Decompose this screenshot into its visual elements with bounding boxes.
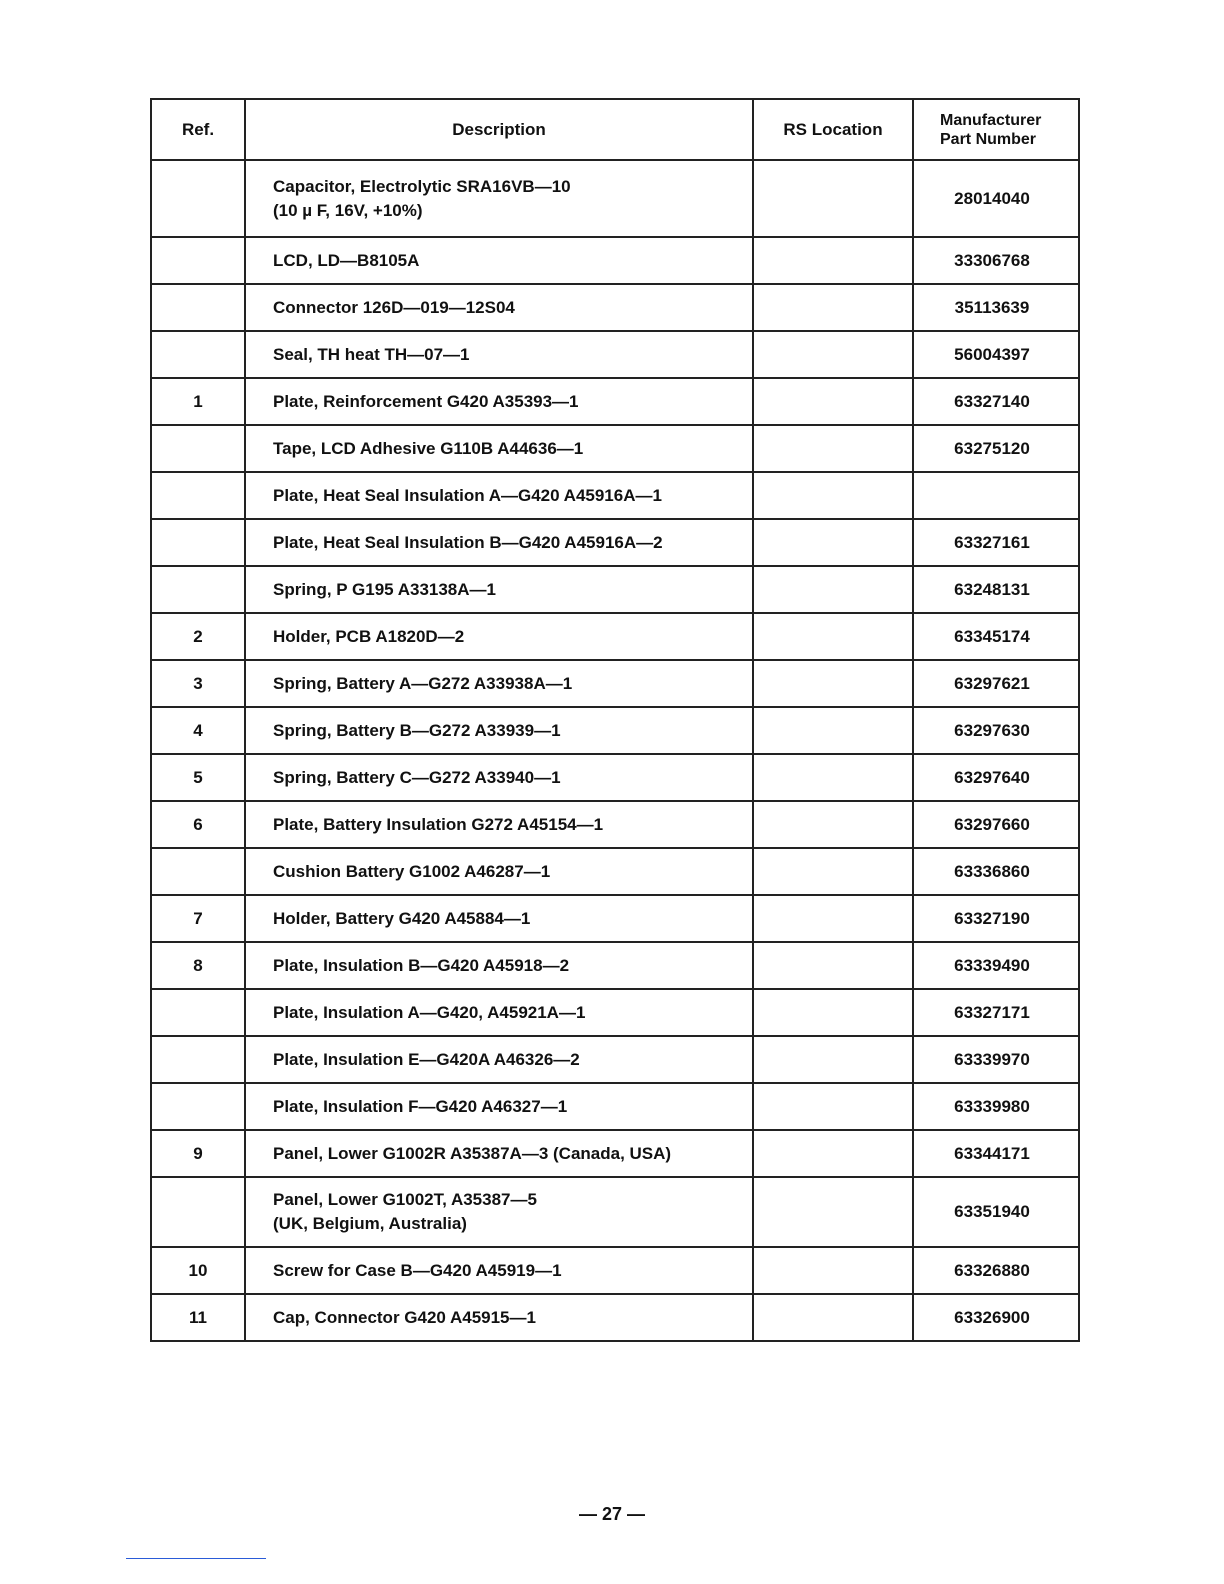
rs-location-cell [753,1130,913,1177]
description-cell [245,378,753,425]
description-cell [245,989,753,1036]
ref-cell: 10 [151,1247,245,1294]
table-row [151,1083,1079,1130]
description-cell [245,1247,753,1294]
part-number-cell: 28014040 [913,160,1079,237]
description-line: Capacitor, Electrolytic SRA16VB—10 [273,176,571,196]
table-row [151,160,1079,237]
bottom-rule [126,1558,266,1559]
ref-cell: 2 [151,613,245,660]
description-cell [245,707,753,754]
ref-cell: 8 [151,942,245,989]
description-line: Cap, Connector G420 A45915—1 [273,1307,536,1327]
ref-cell [151,425,245,472]
table-row [151,237,1079,284]
header-ref: Ref. [151,99,245,160]
description-cell [245,1036,753,1083]
rs-location-cell [753,660,913,707]
rs-location-cell [753,378,913,425]
rs-location-cell [753,160,913,237]
rs-location-cell [753,942,913,989]
table-row [151,1130,1079,1177]
ref-cell [151,237,245,284]
table-row [151,1036,1079,1083]
part-number-cell: 63248131 [913,566,1079,613]
header-rs-location: RS Location [753,99,913,160]
part-number-cell: 63297630 [913,707,1079,754]
table-row [151,660,1079,707]
part-number-cell: 63297640 [913,754,1079,801]
description-cell [245,284,753,331]
part-number-cell: 63326900 [913,1294,1079,1341]
description-line: Connector 126D—019—12S04 [273,297,515,317]
part-number-cell: 63327171 [913,989,1079,1036]
description-line: Spring, Battery C—G272 A33940—1 [273,767,561,787]
table-row [151,1294,1079,1341]
description-line: Plate, Insulation F—G420 A46327—1 [273,1096,568,1116]
description-cell [245,613,753,660]
rs-location-cell [753,425,913,472]
table-row [151,378,1079,425]
rs-location-cell [753,237,913,284]
description-cell [245,895,753,942]
table-row [151,284,1079,331]
part-number-cell: 63336860 [913,848,1079,895]
rs-location-cell [753,472,913,519]
table-row [151,613,1079,660]
rs-location-cell [753,284,913,331]
description-cell [245,237,753,284]
part-number-cell: 33306768 [913,237,1079,284]
description-cell [245,160,753,237]
header-manufacturer-part-number [913,99,1079,160]
rs-location-cell [753,848,913,895]
description-cell [245,1177,753,1247]
description-line-2: (UK, Belgium, Australia) [273,1214,467,1233]
table-row [151,1177,1079,1247]
ref-cell [151,1177,245,1247]
ref-cell [151,331,245,378]
rs-location-cell [753,754,913,801]
rs-location-cell [753,1036,913,1083]
part-number-cell: 63326880 [913,1247,1079,1294]
ref-cell: 9 [151,1130,245,1177]
table-row [151,472,1079,519]
part-number-cell: 63327140 [913,378,1079,425]
ref-cell [151,160,245,237]
description-cell [245,660,753,707]
description-line: Holder, PCB A1820D—2 [273,626,465,646]
ref-cell: 6 [151,801,245,848]
part-number-cell: 63345174 [913,613,1079,660]
ref-cell [151,519,245,566]
ref-cell [151,989,245,1036]
header-row [151,99,1079,160]
description-cell [245,472,753,519]
part-number-cell: 63327190 [913,895,1079,942]
table-body [151,160,1079,1341]
rs-location-cell [753,1247,913,1294]
page-number: — 27 — [578,1504,646,1524]
header-mfg-line1: Manufacturer [940,111,1042,129]
rs-location-cell [753,331,913,378]
part-number-cell: 56004397 [913,331,1079,378]
description-line: Plate, Insulation B—G420 A45918—2 [273,955,570,975]
table-row [151,425,1079,472]
description-line: Plate, Reinforcement G420 A35393—1 [273,391,579,411]
table-row [151,754,1079,801]
parts-table [150,98,1080,1342]
description-line: Spring, Battery A—G272 A33938A—1 [273,673,573,693]
table-row [151,801,1079,848]
rs-location-cell [753,613,913,660]
ref-cell [151,472,245,519]
description-cell [245,519,753,566]
header-mfg-line2: Part Number [940,130,1037,148]
part-number-cell: 63275120 [913,425,1079,472]
table-row [151,707,1079,754]
table-row [151,989,1079,1036]
part-number-cell: 63327161 [913,519,1079,566]
ref-cell: 3 [151,660,245,707]
description-line: Seal, TH heat TH—07—1 [273,344,470,364]
rs-location-cell [753,1177,913,1247]
description-line: Cushion Battery G1002 A46287—1 [273,861,551,881]
description-line: LCD, LD—B8105A [273,250,420,270]
description-cell [245,942,753,989]
ref-cell: 11 [151,1294,245,1341]
table-row [151,895,1079,942]
rs-location-cell [753,1083,913,1130]
description-line: Plate, Heat Seal Insulation A—G420 A45916A—1 [273,485,662,505]
ref-cell [151,566,245,613]
description-cell [245,1130,753,1177]
part-number-cell [913,472,1079,519]
part-number-cell: 63339490 [913,942,1079,989]
ref-cell [151,1036,245,1083]
description-line: Plate, Battery Insulation G272 A45154—1 [273,814,604,834]
part-number-cell: 63344171 [913,1130,1079,1177]
description-line: Spring, Battery B—G272 A33939—1 [273,720,561,740]
rs-location-cell [753,519,913,566]
description-line: Plate, Insulation E—G420A A46326—2 [273,1049,580,1069]
part-number-cell: 35113639 [913,284,1079,331]
ref-cell [151,1083,245,1130]
description-cell [245,848,753,895]
part-number-cell: 63297660 [913,801,1079,848]
description-line: Panel, Lower G1002T, A35387—5 [273,1190,537,1209]
part-number-cell: 63339980 [913,1083,1079,1130]
table-row [151,566,1079,613]
table-row [151,942,1079,989]
rs-location-cell [753,989,913,1036]
description-cell [245,801,753,848]
ref-cell: 7 [151,895,245,942]
rs-location-cell [753,801,913,848]
description-cell [245,1294,753,1341]
table-header [151,99,1079,160]
description-cell [245,1083,753,1130]
description-line: Plate, Insulation A—G420, A45921A—1 [273,1002,586,1022]
rs-location-cell [753,707,913,754]
table-row [151,331,1079,378]
table-row [151,519,1079,566]
description-cell [245,754,753,801]
ref-cell [151,848,245,895]
description-cell [245,566,753,613]
rs-location-cell [753,895,913,942]
ref-cell [151,284,245,331]
description-cell [245,425,753,472]
table-row [151,848,1079,895]
ref-cell: 5 [151,754,245,801]
part-number-cell: 63297621 [913,660,1079,707]
description-line: Tape, LCD Adhesive G110B A44636—1 [273,438,584,458]
description-line: Spring, P G195 A33138A—1 [273,579,496,599]
table-row [151,1247,1079,1294]
ref-cell: 4 [151,707,245,754]
description-line: Screw for Case B—G420 A45919—1 [273,1260,562,1280]
description-line: Panel, Lower G1002R A35387A—3 (Canada, USA) [273,1143,672,1163]
rs-location-cell [753,566,913,613]
description-cell [245,331,753,378]
ref-cell: 1 [151,378,245,425]
part-number-cell: 63351940 [913,1177,1079,1247]
header-description: Description [245,99,753,160]
description-line: Plate, Heat Seal Insulation B—G420 A45916A—2 [273,532,663,552]
part-number-cell: 63339970 [913,1036,1079,1083]
rs-location-cell [753,1294,913,1341]
description-line-2: (10 µ F, 16V, +10%) [273,200,423,220]
description-line: Holder, Battery G420 A45884—1 [273,908,531,928]
